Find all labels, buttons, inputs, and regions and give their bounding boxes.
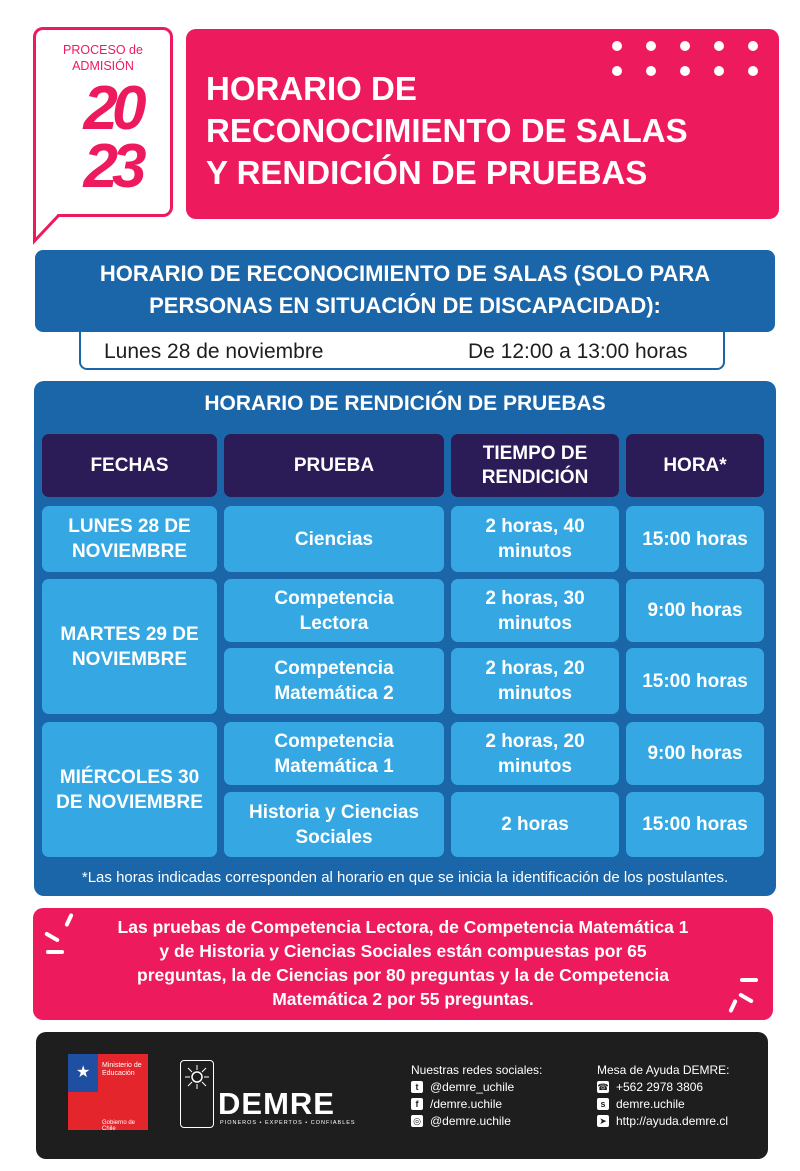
- prueba-cell: Competencia Matemática 1: [224, 722, 444, 785]
- facebook-icon: f: [411, 1098, 423, 1110]
- phone-link[interactable]: [597, 1080, 703, 1094]
- tiempo-cell: 2 horas, 30 minutos: [451, 579, 619, 642]
- hora-cell: 15:00 horas: [626, 792, 764, 857]
- ministerio-label: Ministerio de Educación: [102, 1062, 142, 1077]
- phone-number: +562 2978 3806: [616, 1080, 704, 1094]
- sun-icon: [184, 1064, 210, 1090]
- tiempo-cell: 2 horas, 20 minutos: [451, 722, 619, 785]
- recon-title-line-1: HORARIO DE RECONOCIMIENTO DE SALAS (SOLO PARA: [99, 261, 711, 286]
- header-hora: HORA*: [626, 434, 764, 497]
- tiempo-cell: 2 horas, 20 minutos: [451, 648, 619, 714]
- recon-title: [35, 258, 775, 322]
- hora-cell: 9:00 horas: [626, 579, 764, 642]
- social-title: Nuestras redes sociales:: [411, 1063, 543, 1077]
- info-line-4: Matemática 2 por 55 preguntas.: [272, 989, 534, 1009]
- sparkle-decoration: [740, 978, 758, 982]
- info-line-1: Las pruebas de Competencia Lectora, de Competencia Matemática 1: [117, 917, 689, 937]
- skype-icon: s: [597, 1098, 609, 1110]
- hora-cell: 15:00 horas: [626, 506, 764, 572]
- header-fechas: FECHAS: [42, 434, 217, 497]
- instagram-link[interactable]: [411, 1114, 511, 1128]
- page-title: [206, 68, 766, 194]
- recon-time: De 12:00 a 13:00 horas: [468, 340, 688, 363]
- title-line-1: HORARIO DE: [206, 70, 417, 107]
- sparkle-decoration: [46, 950, 64, 954]
- skype-link[interactable]: [597, 1097, 685, 1111]
- prueba-cell: Ciencias: [224, 506, 444, 572]
- year-bottom: 23: [83, 132, 141, 201]
- twitter-link[interactable]: [411, 1080, 514, 1094]
- info-line-3: preguntas, la de Ciencias por 80 preguntas y la de Competencia: [137, 965, 669, 985]
- info-text: [80, 915, 726, 1011]
- skype-handle: demre.uchile: [616, 1097, 685, 1111]
- tiempo-cell: 2 horas: [451, 792, 619, 857]
- recon-title-line-2: PERSONAS EN SITUACIÓN DE DISCAPACIDAD):: [149, 293, 661, 318]
- star-icon: ★: [76, 1064, 91, 1081]
- prueba-cell: Competencia Matemática 2: [224, 648, 444, 714]
- instagram-handle: @demre.uchile: [430, 1114, 511, 1128]
- instagram-icon: ◎: [411, 1115, 423, 1127]
- twitter-handle: @demre_uchile: [430, 1080, 515, 1094]
- facebook-link[interactable]: [411, 1097, 502, 1111]
- header-tiempo: TIEMPO DE RENDICIÓN: [451, 434, 619, 497]
- twitter-icon: t: [411, 1081, 423, 1093]
- header-prueba: PRUEBA: [224, 434, 444, 497]
- date-cell-1: LUNES 28 DE NOVIEMBRE: [42, 506, 217, 572]
- tiempo-cell: 2 horas, 40 minutos: [451, 506, 619, 572]
- info-line-2: y de Historia y Ciencias Sociales están compuestas por 65: [159, 941, 647, 961]
- hora-cell: 9:00 horas: [626, 722, 764, 785]
- gobierno-label: Gobierno de Chile: [102, 1120, 136, 1132]
- admission-process-label: PROCESO de ADMISIÓN: [63, 43, 143, 73]
- prueba-cell: Historia y Ciencias Sociales: [224, 792, 444, 857]
- demre-tagline: PIONEROS • EXPERTOS • CONFIABLES: [220, 1120, 356, 1126]
- facebook-handle: /demre.uchile: [430, 1097, 503, 1111]
- title-line-3: Y RENDICIÓN DE PRUEBAS: [206, 154, 648, 191]
- help-url: http://ayuda.demre.cl: [616, 1114, 729, 1128]
- year-top: 20: [83, 74, 141, 143]
- title-line-2: RECONOCIMIENTO DE SALAS: [206, 112, 688, 149]
- help-title: Mesa de Ayuda DEMRE:: [597, 1063, 730, 1077]
- date-cell-3: MIÉRCOLES 30 DE NOVIEMBRE: [42, 722, 217, 857]
- date-cell-2: MARTES 29 DE NOVIEMBRE: [42, 579, 217, 714]
- table-title: HORARIO DE RENDICIÓN DE PRUEBAS: [204, 392, 606, 415]
- table-footnote: *Las horas indicadas corresponden al horario en que se inicia la identificación de los postulantes.: [81, 869, 729, 886]
- prueba-cell: Competencia Lectora: [224, 579, 444, 642]
- demre-logo: DEMRE: [218, 1086, 335, 1121]
- bubble-tail: [33, 205, 63, 245]
- recon-date: Lunes 28 de noviembre: [104, 340, 324, 363]
- hora-cell: 15:00 horas: [626, 648, 764, 714]
- help-url-link[interactable]: [597, 1114, 728, 1128]
- send-icon: ➤: [597, 1115, 609, 1127]
- phone-icon: ☎: [597, 1082, 609, 1092]
